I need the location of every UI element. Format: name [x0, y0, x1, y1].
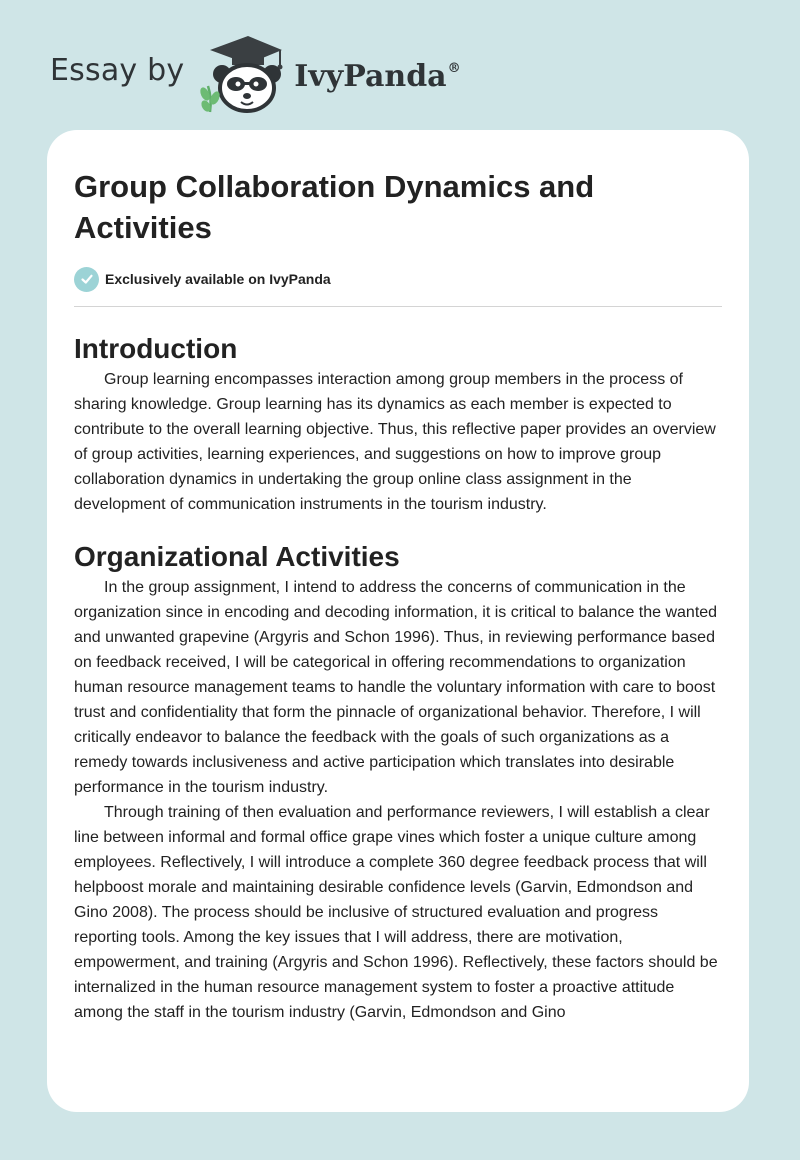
- section-heading-organizational-activities: Organizational Activities: [74, 541, 400, 572]
- essay-by-label: Essay by: [50, 52, 185, 88]
- paragraph: Group learning encompasses interaction among group members in the process of sharing knowledge. Group learning has its dynamics as each member is expected to contribute to the overall learning objective. Thus, this reflective paper provides an overview of group activities, learning experiences, and suggestions on how to improve group collaboration dynamics in undertaking the group online class assignment in the development of communication instruments in the tourism industry.: [74, 371, 716, 513]
- site-header: [50, 34, 461, 114]
- exclusive-badge: [74, 265, 722, 293]
- checkmark-icon: [74, 267, 99, 292]
- panda-graduate-icon[interactable]: [196, 34, 288, 114]
- title-divider: [74, 306, 722, 307]
- badge-label: Exclusively available on IvyPanda: [105, 271, 331, 287]
- brand-name[interactable]: IvyPanda®: [294, 58, 461, 94]
- document-card: [47, 130, 749, 1112]
- registered-mark: ®: [447, 60, 461, 76]
- section-heading-introduction: Introduction: [74, 333, 238, 364]
- page-title: Group Collaboration Dynamics and Activities: [74, 169, 595, 245]
- paragraph: Through training of then evaluation and performance reviewers, I will establish a clear line between informal and formal office grape vines which foster a unique culture among employees. Reflectively, I will introduce a complete 360 degree feedback process that will helpboost morale and maintaining desirable confidence levels (Garvin, Edmondson and Gino 2008). The process should be inclusive of structured evaluation and progress reporting tools. Among the key issues that I will address, there are motivation, empowerment, and training (Argyris and Schon 1996). Reflectively, these factors should be internalized in the human resource management system to foster a proactive attitude among the staff in the tourism industry (Garvin, Edmondson and Gino: [74, 804, 718, 1021]
- paragraph: In the group assignment, I intend to address the concerns of communication in the organization since in encoding and decoding information, it is critical to balance the wanted and unwanted grapevine (Argyris and Schon 1996). Thus, in reviewing performance based on feedback received, I will be categorical in offering recommendations to organization human resource management teams to handle the voluntary information with care to boost trust and confidentiality that form the pinnacle of organizational behavior. Therefore, I will critically endeavor to balance the feedback with the goals of such organizations as a remedy towards inclusiveness and active participation which translates into desirable performance in the tourism industry.: [74, 579, 718, 796]
